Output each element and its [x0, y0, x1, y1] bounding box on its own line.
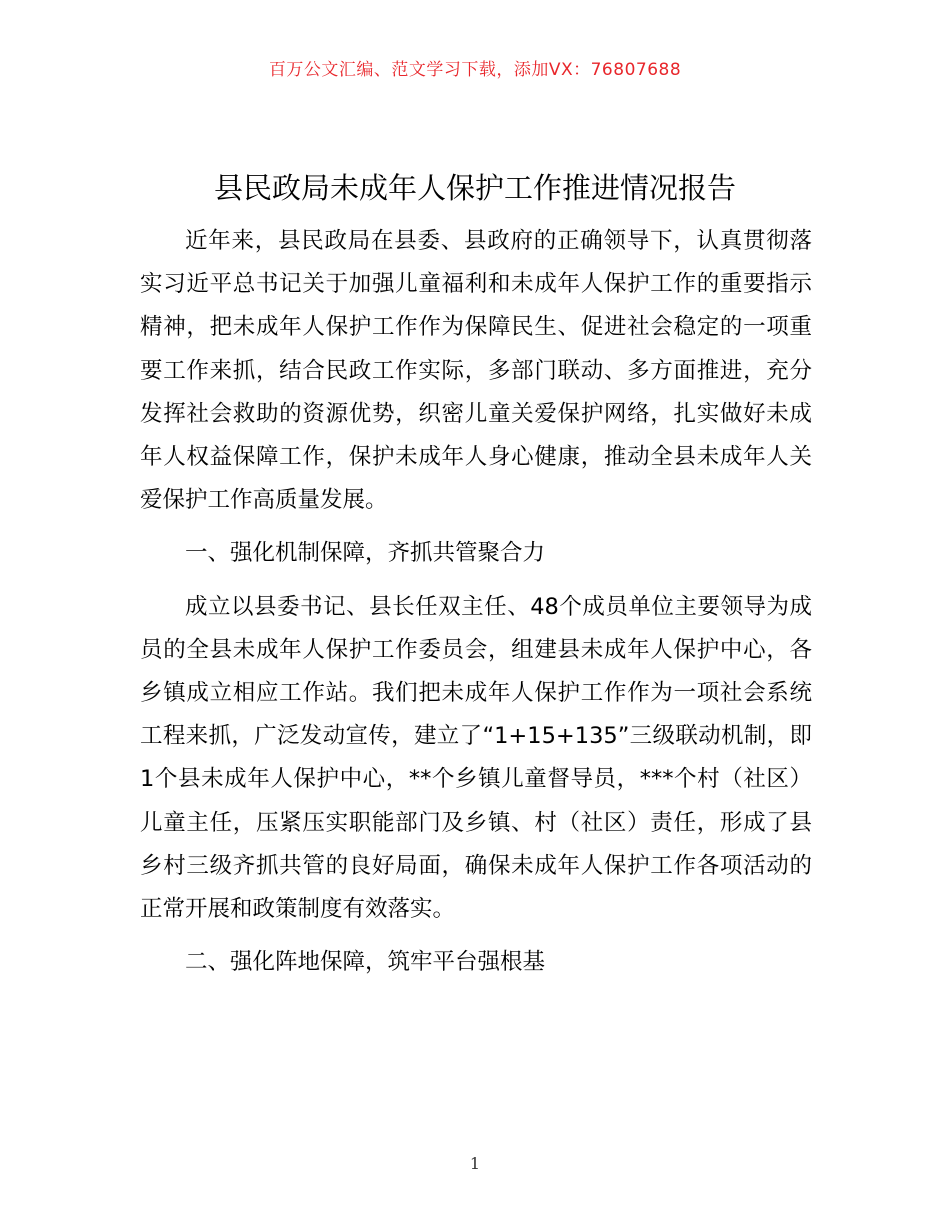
intro-paragraph: 近年来，县民政局在县委、县政府的正确领导下，认真贯彻落实习近平总书记关于加强儿童福利和未成年人保护工作的重要指示精神，把未成年人保护工作作为保障民生、促进社会稳定的一项重要工作来抓，结合民政工作实际，多部门联动、多方面推进，充分发挥社会救助的资源优势，织密儿童关爱保护网络，扎实做好未成年人权益保障工作，保护未成年人身心健康，推动全县未成年人关爱保护工作高质量发展。: [140, 228, 812, 514]
watermark-header-note: 百万公文汇编、范文学习下载，添加VX：76807688: [268, 60, 682, 80]
section-heading-1: 一、强化机制保障，齐抓共管聚合力: [185, 540, 546, 567]
document-title: 县民政局未成年人保护工作推进情况报告: [213, 171, 736, 205]
section-1-paragraph: 成立以县委书记、县长任双主任、48个成员单位主要领导为成员的全县未成年人保护工作委员会，组建县未成年人保护中心，各乡镇成立相应工作站。我们把未成年人保护工作作为一项社会系统工程来抓，广泛发动宣传，建立了“1+15+135”三级联动机制，即1个县未成年人保护中心，**个乡镇儿童督导员，***个村（社区）儿童主任，压紧压实职能部门及乡镇、村（社区）责任，形成了县乡村三级齐抓共管的良好局面，确保未成年人保护工作各项活动的正常开展和政策制度有效落实。: [140, 593, 812, 923]
section-heading-2: 二、强化阵地保障，筑牢平台强根基: [185, 949, 546, 976]
document-body: [140, 220, 812, 994]
page-number: 1: [469, 1154, 481, 1173]
